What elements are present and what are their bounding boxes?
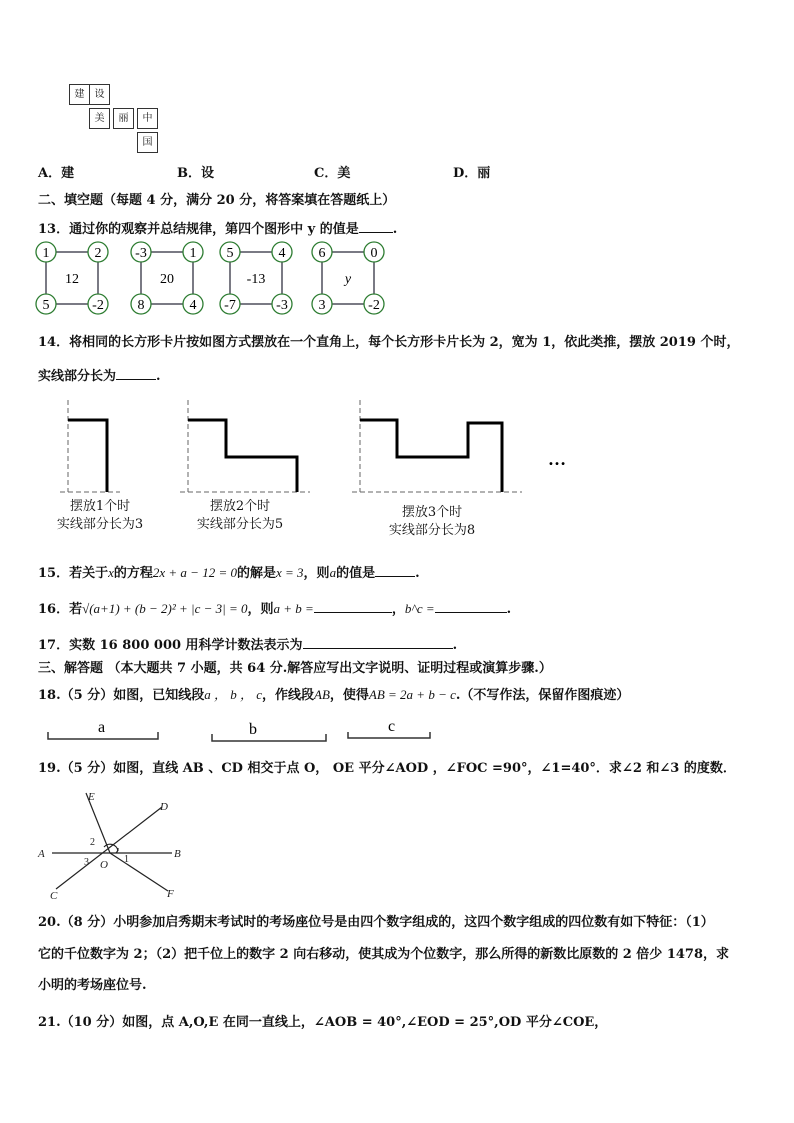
q21-text: 21.（10 分）如图，点 A,O,E 在同一直线上，∠AOB = 40°,∠EOD = 25°,OD 平分∠COE， bbox=[38, 1015, 608, 1030]
angle-2-label: 2 bbox=[90, 837, 95, 848]
net-cell: 建 bbox=[69, 84, 90, 105]
q18-vars: a ， b ， c bbox=[204, 687, 262, 702]
corner-number: 4 bbox=[189, 298, 197, 313]
label-e: E bbox=[88, 791, 95, 803]
q16-text: 16．若√(a+1) + (b − 2)² + |c − 3| = 0，则a + b = ，b^c = . bbox=[38, 598, 511, 619]
section-2-title: 二、填空题（每题 4 分，满分 20 分，将答案填在答题纸上） bbox=[38, 193, 396, 208]
answer-blank bbox=[116, 365, 156, 380]
corner-number: -2 bbox=[92, 298, 104, 313]
q18-part: 18.（5 分）如图，已知线段 bbox=[38, 688, 205, 703]
segment-c-label: c bbox=[388, 718, 396, 735]
q15-text: 15．若关于x的方程2x + a − 12 = 0的解是x = 3，则a的值是 . bbox=[38, 562, 420, 583]
q15-var: x bbox=[108, 565, 114, 580]
q13-stem: 13．通过你的观察并总结规律，第四个图形中 y 的值是 bbox=[38, 222, 359, 237]
center-number: 12 bbox=[65, 272, 79, 287]
q16-power: b^c = bbox=[404, 601, 435, 616]
q14-stem: 实线部分长为 bbox=[38, 369, 117, 384]
label-o: O bbox=[100, 859, 108, 871]
corner-number: 6 bbox=[318, 246, 326, 261]
q15-part: 的解是 bbox=[236, 566, 276, 581]
q17-text: 17．实数 16 800 000 用科学计数法表示为 . bbox=[38, 634, 457, 655]
net-cell: 丽 bbox=[113, 108, 134, 129]
q15-part: ，则 bbox=[303, 566, 330, 581]
q16-part: 16．若 bbox=[38, 602, 83, 617]
q16-sum: a + b = bbox=[273, 601, 314, 616]
corner-number: 3 bbox=[318, 298, 326, 313]
caption-line: 实线部分长为8 bbox=[388, 523, 476, 538]
q14-figures bbox=[40, 395, 600, 505]
caption-line: 实线部分长为3 bbox=[56, 517, 144, 532]
q18-equation: AB = 2a + b − c bbox=[368, 687, 456, 702]
q18-part: ，使得 bbox=[329, 688, 369, 703]
label-c: C bbox=[50, 890, 58, 902]
q20-line1: 20.（8 分）小明参加启秀期末考试时的考场座位号是由四个数字组成的，这四个数字组成的四位数有如下特征：（1） bbox=[38, 915, 714, 930]
q20-line2: 它的千位数字为 2；（2）把千位上的数字 2 向右移动，使其成为个位数字，那么所得的新数比原数的 2 倍少 1478，求 bbox=[38, 947, 730, 962]
q16-part: ，则 bbox=[247, 602, 274, 617]
q13-text: 13．通过你的观察并总结规律，第四个图形中 y 的值是 . bbox=[38, 218, 397, 239]
corner-number: 0 bbox=[370, 246, 378, 261]
corner-number: 4 bbox=[278, 246, 286, 261]
option-b: B．设 bbox=[177, 166, 214, 181]
answer-blank bbox=[303, 634, 453, 649]
label-b: B bbox=[174, 848, 181, 860]
q18-part: .（不写作法，保留作图痕迹） bbox=[455, 688, 630, 703]
net-cell: 设 bbox=[89, 84, 110, 105]
center-number: -13 bbox=[246, 272, 266, 287]
q15-part: 的值是 bbox=[336, 566, 376, 581]
caption-line: 实线部分长为5 bbox=[196, 517, 284, 532]
option-c: C．美 bbox=[314, 166, 351, 181]
corner-number: -3 bbox=[276, 298, 288, 313]
q15-var: a bbox=[329, 565, 337, 580]
center-number: 20 bbox=[160, 272, 174, 287]
option-d: D．丽 bbox=[453, 166, 491, 181]
q14-line1: 14．将相同的长方形卡片按如图方式摆放在一个直角上，每个长方形卡片长为 2，宽为 1，依此类推，摆放 2019 个时， bbox=[38, 335, 740, 350]
q18-segments bbox=[40, 712, 440, 746]
caption-2 bbox=[180, 498, 300, 534]
corner-number: 1 bbox=[42, 246, 50, 261]
caption-line: 摆放1个时 bbox=[69, 499, 131, 514]
ellipsis: … bbox=[548, 449, 566, 469]
q15-part: 15．若关于 bbox=[38, 566, 109, 581]
q14-line2: 实线部分长为 . bbox=[38, 365, 161, 386]
q18-part: ，作线段 bbox=[261, 688, 314, 703]
caption-1 bbox=[40, 498, 160, 534]
corner-number: 2 bbox=[94, 246, 102, 261]
q20-line3: 小明的考场座位号. bbox=[38, 978, 147, 993]
label-f: F bbox=[167, 888, 174, 900]
segment-a-label: a bbox=[98, 719, 106, 736]
option-a: A．建 bbox=[38, 166, 75, 181]
net-cell: 中 bbox=[137, 108, 158, 129]
corner-number: -7 bbox=[224, 298, 236, 313]
corner-number: 1 bbox=[189, 246, 197, 261]
segment-b-label: b bbox=[249, 721, 257, 738]
q15-equation: 2x + a − 12 = 0 bbox=[152, 565, 237, 580]
q18-text bbox=[38, 686, 629, 705]
answer-blank bbox=[375, 562, 415, 577]
q16-expression: √(a+1) + (b − 2)² + |c − 3| = 0 bbox=[82, 601, 248, 616]
q15-solution: x = 3 bbox=[276, 565, 304, 580]
label-a: A bbox=[38, 848, 45, 860]
answer-blank bbox=[314, 598, 392, 613]
answer-blank bbox=[359, 218, 393, 233]
corner-number: 5 bbox=[226, 246, 234, 261]
q15-part: 的方程 bbox=[113, 566, 153, 581]
answer-blank bbox=[435, 598, 507, 613]
q13-figures bbox=[30, 240, 400, 320]
corner-number: 5 bbox=[42, 298, 50, 313]
net-cell: 国 bbox=[137, 132, 158, 153]
q19-figure bbox=[34, 785, 194, 905]
corner-number: 8 bbox=[137, 298, 145, 313]
corner-number: -3 bbox=[135, 246, 147, 261]
caption-3 bbox=[372, 504, 492, 540]
label-d: D bbox=[160, 801, 168, 813]
corner-number: -2 bbox=[368, 298, 380, 313]
q19-text: 19.（5 分）如图，直线 AB 、CD 相交于点 O， OE 平分∠AOD ，∠FOC =90°，∠1=40°．求∠2 和∠3 的度数． bbox=[38, 761, 736, 776]
angle-3-label: 3 bbox=[84, 857, 89, 868]
caption-line: 摆放2个时 bbox=[209, 499, 271, 514]
angle-1-label: 1 bbox=[124, 854, 129, 865]
section-3-title: 三、解答题 （本大题共 7 小题，共 64 分.解答应写出文字说明、证明过程或演算步骤.） bbox=[38, 661, 552, 676]
center-number: y bbox=[344, 272, 352, 287]
q16-part: ， bbox=[391, 602, 405, 617]
q18-ab: AB bbox=[314, 687, 330, 702]
caption-line: 摆放3个时 bbox=[401, 505, 463, 520]
net-cell: 美 bbox=[89, 108, 110, 129]
q17-stem: 17．实数 16 800 000 用科学计数法表示为 bbox=[38, 638, 303, 653]
